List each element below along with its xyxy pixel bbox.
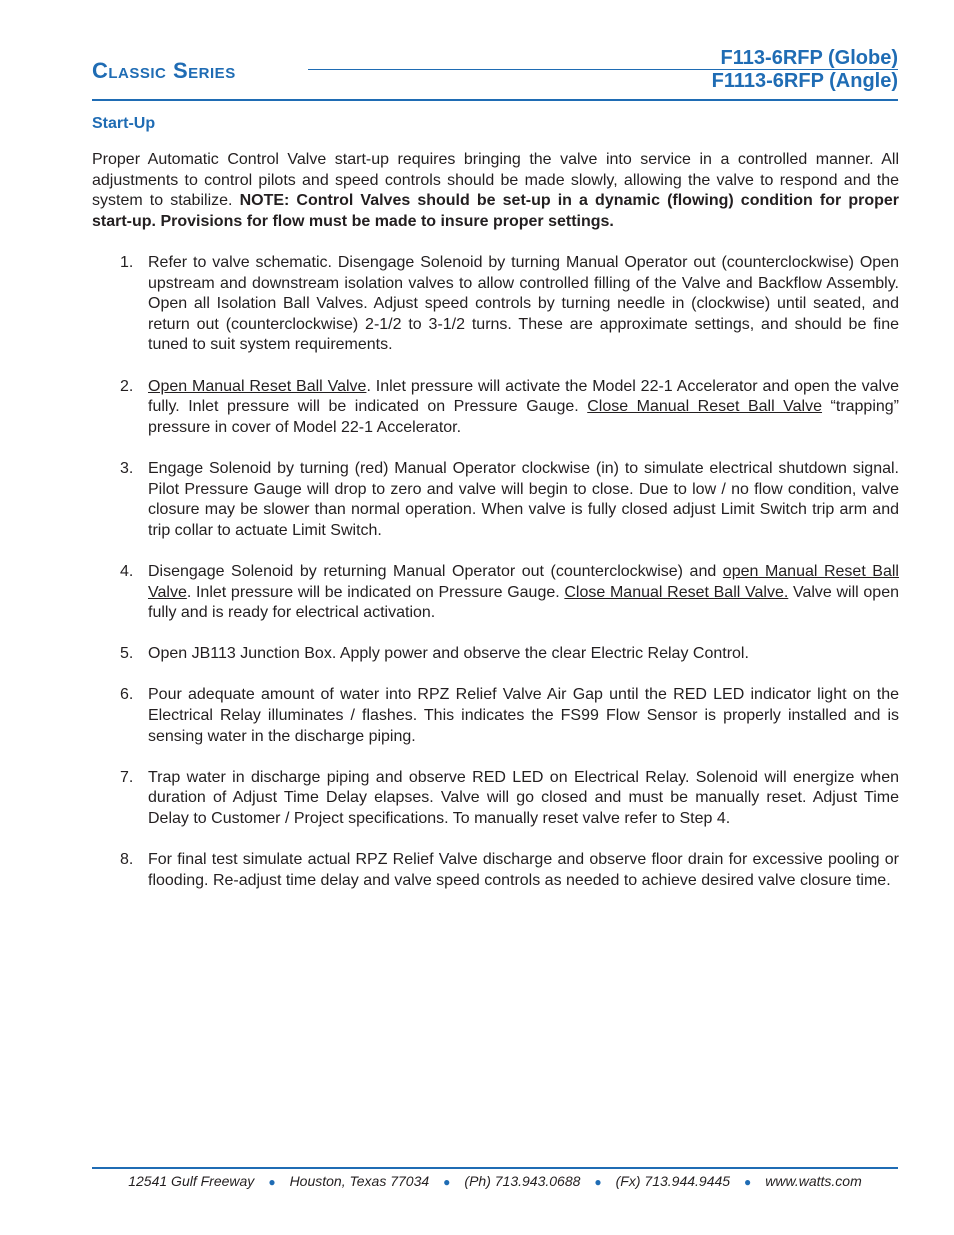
step-text: Pour adequate amount of water into RPZ Relief Valve Air Gap until the RED LED indicator light on the Electrical Relay illuminates / flashes. This indicates the FS99 Flow Sensor is properly installed and is sensing water in the discharge piping. (148, 686, 899, 745)
intro-text: Proper Automatic Control Valve start-up requires bringing the valve into service in a controlled manner. All adjustments to control pilots and speed controls should be made slowly, allowing the valve to respond and the system to stabilize. (92, 151, 899, 210)
startup-steps (92, 253, 899, 912)
bullet-icon: ● (594, 1175, 602, 1189)
step-text: . Inlet pressure will be indicated on Pressure Gauge. (186, 583, 565, 601)
step-number: 6. (120, 686, 134, 704)
bullet-icon: ● (443, 1175, 451, 1189)
footer-phone: (Ph) 713.943.0688 (464, 1173, 581, 1189)
step-number: 8. (120, 851, 134, 869)
step-number: 7. (120, 768, 134, 786)
step-number: 3. (120, 459, 134, 477)
step-number: 4. (120, 562, 134, 580)
step-underlined-text: Close Manual Reset Ball Valve (587, 398, 823, 416)
section-heading: Start-Up (92, 115, 156, 132)
step-text: Disengage Solenoid by returning Manual Operator out (counterclockwise) and (148, 562, 723, 580)
series-title: Classic Series (92, 58, 236, 83)
step-text: “trapping” pressure in cover of Model 22-1 Accelerator. (148, 398, 900, 436)
step-8 (92, 850, 899, 891)
step-text: Valve will open fully and is ready for electrical activation. (148, 583, 900, 622)
footer-website-link[interactable]: www.watts.com (765, 1173, 862, 1189)
intro-note: NOTE: Control Valves should be set-up in a dynamic (flowing) condition for proper start-up. Provisions for flow must be made to insure proper settings. (92, 192, 899, 230)
step-text: For final test simulate actual RPZ Relief Valve discharge and observe floor drain for excessive pooling or flooding. Re-adjust time delay and valve speed controls as needed to achieve desired valve closure time. (148, 851, 899, 889)
step-5 (92, 644, 899, 665)
step-7 (92, 768, 899, 830)
bullet-icon: ● (744, 1175, 752, 1189)
step-underlined-text: open Manual Reset Ball Valve (148, 562, 899, 601)
footer-city: Houston, Texas 77034 (289, 1173, 430, 1189)
step-text: Engage Solenoid by turning (red) Manual Operator clockwise (in) to simulate electrical shutdown signal. Pilot Pressure Gauge will drop to zero and valve will begin to close. Due to low / no flow condition, valve closure may be slower than normal operation. When valve is fully closed adjust Limit Switch trip arm and trip collar to actuate Limit Switch. (148, 459, 899, 539)
step-3 (92, 459, 899, 541)
footer-divider (92, 1167, 898, 1169)
step-text: Trap water in discharge piping and observe RED LED on Electrical Relay. Solenoid will energize when duration of Adjust Time Delay elapses. Valve will go closed and must be manually reset. Adjust Time Delay to Customer / Project specifications. To manually reset valve refer to Step 4. (148, 768, 899, 828)
step-2 (92, 377, 899, 439)
model-globe: F113-6RFP (Globe) (720, 47, 898, 69)
model-angle: F1113-6RFP (Angle) (711, 70, 898, 92)
model-numbers (712, 47, 898, 93)
step-number: 5. (120, 645, 134, 663)
step-text: Open JB113 Junction Box. Apply power and observe the clear Electric Relay Control. (148, 645, 749, 663)
header-divider (92, 99, 898, 101)
step-4 (92, 562, 899, 624)
step-text: Refer to valve schematic. Disengage Solenoid by turning Manual Operator out (counterclockwise) Open upstream and downstream isolation valves to allow controlled filling of the Valve and Backflow Assembly. Open all Isolation Ball Valves. Adjust speed controls by turning needle in (clockwise) until seated, and return out (counterclockwise) 2-1/2 to 3-1/2 turns. These are approximate settings, and should be fine tuned to suit system requirements. (148, 254, 899, 354)
step-underlined-text: Open Manual Reset Ball Valve (148, 377, 367, 395)
step-6 (92, 685, 899, 747)
footer-address: 12541 Gulf Freeway (128, 1173, 255, 1189)
step-underlined-text: Close Manual Reset Ball Valve. (564, 583, 789, 601)
bullet-icon: ● (268, 1175, 276, 1189)
step-1 (92, 253, 899, 356)
footer-contact (92, 1173, 898, 1189)
footer-fax: (Fx) 713.944.9445 (615, 1173, 731, 1189)
step-number: 2. (120, 377, 134, 395)
step-number: 1. (120, 254, 134, 271)
step-text: . Inlet pressure will activate the Model 22-1 Accelerator and open the valve fully. Inlet pressure will be indicated on Pressure Gauge. (148, 377, 899, 416)
intro-paragraph (92, 150, 899, 232)
